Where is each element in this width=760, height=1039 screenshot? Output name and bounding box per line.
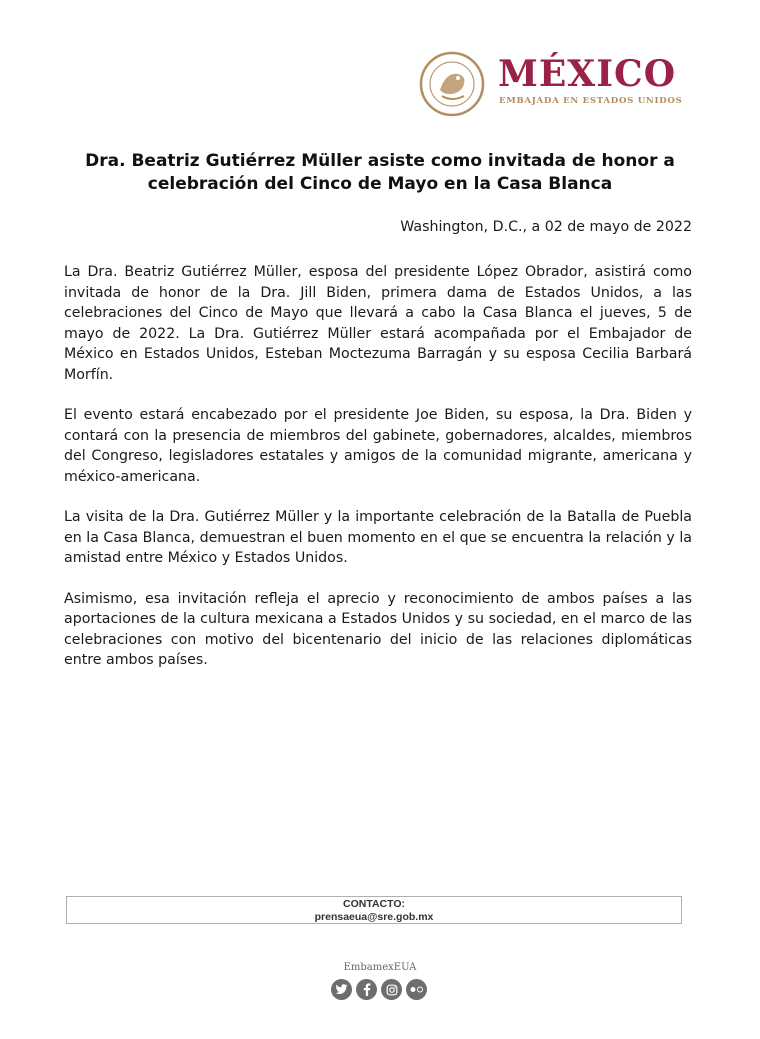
brand-subtitle: EMBAJADA EN ESTADOS UNIDOS [499, 96, 683, 106]
embassy-logo [418, 50, 688, 120]
press-release-body [64, 262, 692, 691]
dateline: Washington, D.C., a 02 de mayo de 2022 [400, 219, 692, 235]
flickr-icon[interactable] [406, 979, 427, 1000]
contact-label: CONTACTO: [342, 898, 406, 910]
social-icons [331, 979, 427, 1003]
contact-email[interactable]: prensaeua@sre.gob.mx [314, 910, 434, 923]
social-handle: EmbamexEUA [343, 962, 417, 973]
paragraph: El evento estará encabezado por el presidente Joe Biden, su esposa, la Dra. Biden y contará con la presencia de miembros del gabinete, gobernadores, alcaldes, miembros del Congreso, legisladores estatales y amigos de la comunidad migrante, americana y méxico-americana. [64, 407, 692, 485]
brand-name: MÉXICO [498, 53, 677, 95]
coat-of-arms-seal-icon [418, 50, 490, 118]
instagram-icon[interactable] [381, 979, 402, 1000]
paragraph: La Dra. Beatriz Gutiérrez Müller, esposa del presidente López Obrador, asistirá como invitada de honor de la Dra. Jill Biden, primera dama de Estados Unidos, a las celebraciones del Cinco de Mayo que llevará a cabo la Casa Blanca el jueves, 5 de mayo de 2022. La Dra. Gutiérrez Müller estará acompañada por el Embajador de México en Estados Unidos, Esteban Moctezuma Barragán y su esposa Cecilia Barbará Morfín. [64, 264, 692, 383]
paragraph: La visita de la Dra. Gutiérrez Müller y la importante celebración de la Batalla de Puebla en la Casa Blanca, demuestran el buen momento en el que se encuentra la relación y la amistad entre México y Estados Unidos. [64, 509, 692, 566]
facebook-icon[interactable] [356, 979, 377, 1000]
contact-box [66, 896, 682, 924]
paragraph: Asimismo, esa invitación refleja el aprecio y reconocimiento de ambos países a las aportaciones de la cultura mexicana a Estados Unidos y su sociedad, en el marco de las celebraciones con motivo del bicentenario del inicio de las relaciones diplomáticas entre ambos países. [64, 590, 692, 668]
press-release-title: Dra. Beatriz Gutiérrez Müller asiste como invitada de honor a celebración del Cinco de Mayo en la Casa Blanca [85, 151, 675, 194]
twitter-icon[interactable] [331, 979, 352, 1000]
